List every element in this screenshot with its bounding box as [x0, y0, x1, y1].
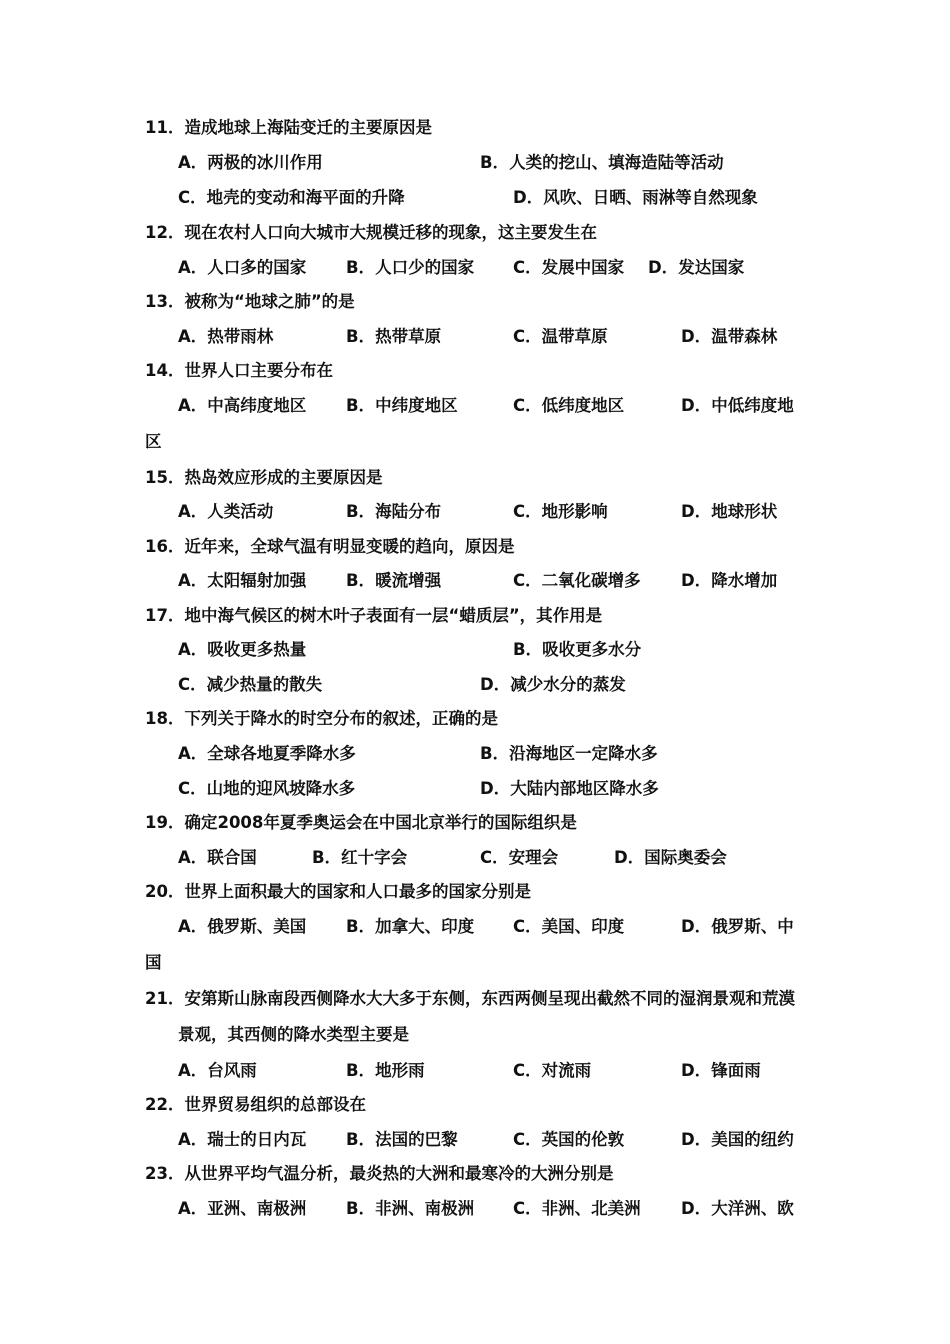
option-c: C．地壳的变动和海平面的升降: [178, 188, 405, 207]
option-a: A．台风雨: [178, 1061, 257, 1080]
question-number: 19．: [145, 813, 185, 832]
option-c: C．发展中国家: [513, 258, 625, 277]
question-text: 世界上面积最大的国家和人口最多的国家分别是: [184, 882, 531, 901]
option-d: D．俄罗斯、中: [681, 917, 794, 936]
option-d: D．减少水分的蒸发: [480, 675, 626, 694]
option-a: A．全球各地夏季降水多: [178, 744, 356, 763]
question-number: 16．: [145, 537, 185, 556]
question-text: 造成地球上海陆变迁的主要原因是: [184, 118, 432, 137]
option-a: A．两极的冰川作用: [178, 153, 323, 172]
option-a: A．太阳辐射加强: [178, 571, 307, 590]
option-a: A．瑞士的日内瓦: [178, 1130, 307, 1149]
option-a: A．联合国: [178, 848, 257, 867]
option-c: C．减少热量的散失: [178, 675, 323, 694]
option-a: A．人类活动: [178, 502, 274, 521]
option-b: B．人口少的国家: [346, 258, 475, 277]
option-d: D．国际奥委会: [614, 848, 727, 867]
option-a: A．人口多的国家: [178, 258, 307, 277]
option-d: D．锋面雨: [681, 1061, 761, 1080]
question-19-stem: [145, 813, 577, 833]
question-15-stem: [145, 468, 382, 488]
question-text: 被称为“地球之肺”的是: [184, 292, 355, 311]
option-d: D．大洋洲、欧: [681, 1199, 794, 1218]
question-16-stem: [145, 537, 514, 557]
question-number: 21．: [145, 989, 185, 1008]
question-21-stem-continued: 景观，其西侧的降水类型主要是: [178, 1025, 409, 1044]
option-b: B．人类的挖山、填海造陆等活动: [480, 153, 724, 172]
question-text: 从世界平均气温分析，最炎热的大洲和最寒冷的大洲分别是: [184, 1164, 614, 1183]
question-18-stem: [145, 709, 498, 729]
question-text: 热岛效应形成的主要原因是: [184, 468, 383, 487]
option-c: C．安理会: [480, 848, 559, 867]
question-number: 22．: [145, 1095, 185, 1114]
question-17-stem: [145, 606, 602, 626]
question-text: 地中海气候区的树木叶子表面有一层“蜡质层”，其作用是: [184, 606, 603, 625]
option-a: A．热带雨林: [178, 327, 274, 346]
question-22-stem: [145, 1095, 366, 1115]
option-b: B．海陆分布: [346, 502, 442, 521]
option-d: D．温带森林: [681, 327, 778, 346]
option-b: B．吸收更多水分: [513, 640, 642, 659]
option-c: C．地形影响: [513, 502, 608, 521]
question-11-stem: [145, 118, 432, 138]
option-c: C．温带草原: [513, 327, 608, 346]
question-text: 近年来，全球气温有明显变暖的趋向，原因是: [184, 537, 515, 556]
question-number: 17．: [145, 606, 185, 625]
option-c: C．山地的迎风坡降水多: [178, 779, 356, 798]
option-d-wrap: 国: [145, 953, 162, 972]
option-a: A．俄罗斯、美国: [178, 917, 307, 936]
option-b: B．沿海地区一定降水多: [480, 744, 658, 763]
option-b: B．加拿大、印度: [346, 917, 475, 936]
question-12-stem: [145, 223, 597, 243]
option-d: D．地球形状: [681, 502, 778, 521]
question-14-stem: [145, 361, 333, 381]
option-c: C．对流雨: [513, 1061, 592, 1080]
option-b: B．地形雨: [346, 1061, 425, 1080]
option-d: D．美国的纽约: [681, 1130, 794, 1149]
question-number: 14．: [145, 361, 185, 380]
option-d-wrap: 区: [145, 432, 162, 451]
question-number: 20．: [145, 882, 185, 901]
question-number: 15．: [145, 468, 185, 487]
question-text: 确定2008年夏季奥运会在中国北京举行的国际组织是: [184, 813, 577, 832]
question-number: 13．: [145, 292, 185, 311]
option-a: A．吸收更多热量: [178, 640, 307, 659]
option-c: C．英国的伦敦: [513, 1130, 625, 1149]
question-number: 18．: [145, 709, 185, 728]
option-b: B．热带草原: [346, 327, 442, 346]
option-a: A．亚洲、南极洲: [178, 1199, 307, 1218]
option-b: B．法国的巴黎: [346, 1130, 458, 1149]
option-a: A．中高纬度地区: [178, 396, 307, 415]
option-d: D．中低纬度地: [681, 396, 794, 415]
question-number: 23．: [145, 1164, 185, 1183]
option-d: D．大陆内部地区降水多: [480, 779, 659, 798]
option-d: D．发达国家: [648, 258, 745, 277]
option-b: B．中纬度地区: [346, 396, 458, 415]
option-c: C．低纬度地区: [513, 396, 625, 415]
question-21-stem: [145, 989, 795, 1009]
option-d: D．风吹、日晒、雨淋等自然现象: [513, 188, 758, 207]
question-13-stem: [145, 292, 355, 312]
question-text: 世界人口主要分布在: [184, 361, 333, 380]
question-text: 现在农村人口向大城市大规模迁移的现象，这主要发生在: [184, 223, 597, 242]
option-c: C．美国、印度: [513, 917, 625, 936]
option-d: D．降水增加: [681, 571, 778, 590]
question-text: 安第斯山脉南段西侧降水大大多于东侧，东西两侧呈现出截然不同的湿润景观和荒漠: [184, 989, 795, 1008]
option-c: C．非洲、北美洲: [513, 1199, 641, 1218]
question-text: 世界贸易组织的总部设在: [184, 1095, 366, 1114]
option-c: C．二氧化碳增多: [513, 571, 641, 590]
question-text: 下列关于降水的时空分布的叙述，正确的是: [184, 709, 498, 728]
option-b: B．非洲、南极洲: [346, 1199, 475, 1218]
question-23-stem: [145, 1164, 613, 1184]
question-number: 11．: [145, 118, 185, 137]
question-number: 12．: [145, 223, 185, 242]
option-b: B．暖流增强: [346, 571, 442, 590]
question-20-stem: [145, 882, 531, 902]
option-b: B．红十字会: [312, 848, 408, 867]
